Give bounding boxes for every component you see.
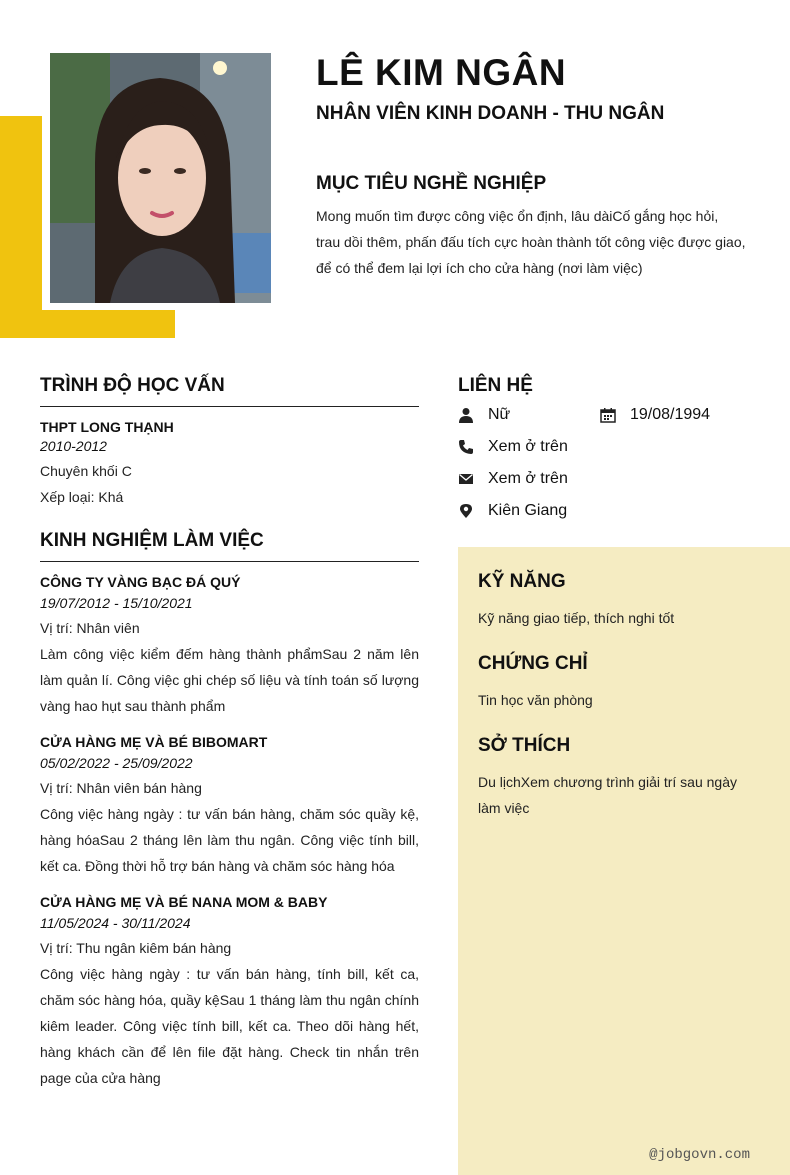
profile-photo (50, 53, 271, 303)
job-company: CỬA HÀNG MẸ VÀ BÉ NANA MOM & BABY (40, 894, 328, 910)
left-column (40, 375, 419, 1106)
job-role: Vị trí: Nhân viên bán hàng (40, 780, 202, 796)
phone-icon (458, 439, 474, 455)
contact-gender-value: Nữ (488, 406, 511, 423)
job-description: Công việc hàng ngày : tư vấn bán hàng, tính bill, kết ca, chăm sóc hàng hóa, quầy kệSau 1 tháng làm thu ngân chính kiêm leader. Công việc tính bill, kết ca. Theo dõi hàng hết, hàng khách cần để lên file đặt hàng. Check tin nhắn trên page của cửa hàng (40, 966, 419, 1086)
job-entry (40, 574, 419, 719)
education-heading: TRÌNH ĐỘ HỌC VẤN (40, 375, 225, 396)
job-company: CÔNG TY VÀNG BẠC ĐÁ QUÝ (40, 574, 241, 590)
position-title: NHÂN VIÊN KINH DOANH - THU NGÂN (316, 103, 665, 124)
side-panel (458, 547, 790, 1175)
contact-gender (458, 406, 510, 424)
job-company: CỬA HÀNG MẸ VÀ BÉ BIBOMART (40, 734, 268, 750)
job-period: 05/02/2022 - 25/09/2022 (40, 755, 193, 771)
location-icon (458, 503, 474, 519)
contact-heading: LIÊN HỆ (458, 375, 533, 396)
job-entry (40, 894, 419, 1091)
contact-address (458, 502, 567, 520)
skills-heading: KỸ NĂNG (478, 571, 566, 592)
certificates-text: Tin học văn phòng (478, 692, 593, 708)
objective-heading: MỤC TIÊU NGHỀ NGHIỆP (316, 173, 547, 194)
contact-address-value: Kiên Giang (488, 502, 568, 519)
job-description: Làm công việc kiểm đếm hàng thành phẩmSau 2 năm lên làm quản lí. Công việc ghi chép số liệu và tính toán số lượng vàng hao hụt sau thành phẩm (40, 646, 419, 714)
education-grade: Xếp loại: Khá (40, 489, 124, 505)
job-role: Vị trí: Nhân viên (40, 620, 140, 636)
job-period: 19/07/2012 - 15/10/2021 (40, 595, 193, 611)
experience-heading: KINH NGHIỆM LÀM VIỆC (40, 530, 264, 551)
job-entry (40, 734, 419, 879)
contact-birthday-value: 19/08/1994 (630, 406, 711, 423)
contact-birthday (600, 406, 710, 424)
candidate-name: LÊ KIM NGÂN (316, 52, 567, 93)
contact-phone (458, 438, 568, 456)
watermark: @jobgovn.com (649, 1147, 750, 1163)
calendar-icon (600, 407, 616, 423)
contact-email (458, 470, 568, 488)
job-period: 11/05/2024 - 30/11/2024 (40, 915, 191, 931)
accent-block-vertical (0, 116, 42, 338)
certificates-heading: CHỨNG CHỈ (478, 653, 588, 674)
experience-divider (40, 561, 419, 562)
contact-email-value: Xem ở trên (488, 470, 568, 487)
objective-text: Mong muốn tìm được công việc ổn định, lâu dàiCố gắng học hỏi, trau dồi thêm, phấn đấu tích cực hoàn thành tốt công việc được giao, để có thể đem lại lợi ích cho cửa hàng (nơi làm việc) (316, 208, 746, 276)
skills-text: Kỹ năng giao tiếp, thích nghi tốt (478, 610, 675, 626)
accent-block-horizontal (0, 310, 175, 338)
education-divider (40, 406, 419, 407)
contact-phone-value: Xem ở trên (488, 438, 568, 455)
hobbies-text: Du lịchXem chương trình giải trí sau ngày làm việc (478, 774, 738, 816)
job-description: Công việc hàng ngày : tư vấn bán hàng, chăm sóc quầy kệ, hàng hóaSau 2 tháng lên làm thu ngân. Công việc tính bill, kết ca. Đồng thời hỗ trợ bán hàng và chăm sóc hàng hóa (40, 806, 419, 874)
education-school: THPT LONG THẠNH (40, 419, 174, 435)
person-icon (458, 407, 474, 423)
hobbies-heading: SỞ THÍCH (478, 735, 571, 756)
education-major: Chuyên khối C (40, 463, 132, 479)
mail-icon (458, 471, 474, 487)
job-role: Vị trí: Thu ngân kiêm bán hàng (40, 940, 232, 956)
education-period: 2010-2012 (40, 438, 107, 454)
